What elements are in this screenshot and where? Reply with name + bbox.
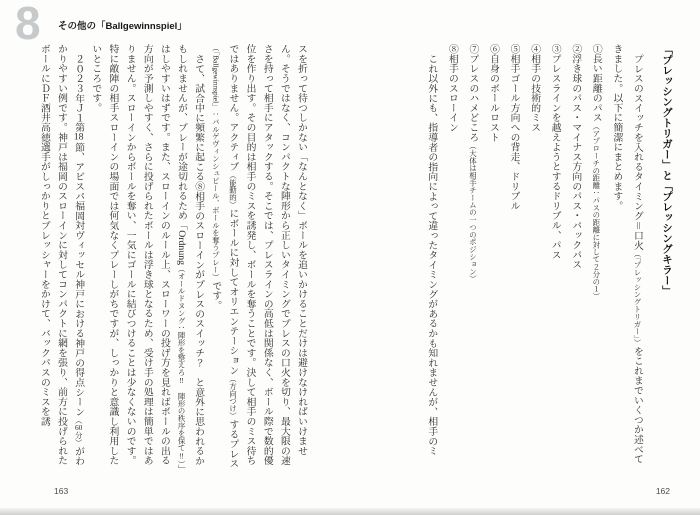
text-segment: がわかりやすい例です。神戸は福岡のスローインに対してコンパクトに網を張り、前方に投げられたボールにＤＦ酒井高徳選手がしっかりとプレッシャーをかけて、バックパスのミスを誘	[38, 44, 85, 466]
text-segment: 60	[74, 423, 83, 432]
list-item-4	[524, 44, 545, 472]
page-left	[32, 44, 310, 472]
body-paragraph-1	[207, 44, 310, 472]
text-segment: 」はしやすいはずです。また、スローインのルール上、スローワーの投げ方を見ればボールの出る方向が予測しやすく、さらに投げられたボールは浮き球となるため、受け手の処理は簡単ではありません。スローインからボールを奪い、一気にゴールに結びつけることは少なくないのです。特に敵陣の相手スローインの場面では何気なくプレーしがちですが、しっかりと意識し利用したいところです。	[90, 44, 188, 470]
list-item-1	[585, 44, 606, 472]
body-paragraph-2	[87, 44, 207, 472]
text-segment: ②浮き球のパス・マイナス方向のパス・バックパス	[570, 44, 582, 270]
page-right	[421, 44, 678, 472]
text-segment: ④相手の技術的ミス	[529, 44, 541, 133]
list-item-3	[544, 44, 565, 472]
text-segment: ⑧相手のスローイン	[446, 44, 458, 133]
text-segment: ①長い距離のパス	[590, 44, 602, 123]
chapter-number: 8	[15, 0, 41, 49]
text-segment: （「プレッシングトリガー」）	[632, 249, 642, 346]
intro-paragraph	[606, 44, 647, 472]
list-item-2	[565, 44, 586, 472]
text-segment: これ以外にも、指導者の指向によって違ったタイミングがあるかも知れませんが、相手のミ	[426, 53, 438, 456]
text-segment: （大体は相手チームの一つのポジション）	[468, 142, 478, 283]
text-segment: さて、試合中に頻繁に起こる⑧相手のスローインがプレスのスイッチ？ と意外に思われるかもしれませんが、プレーが途切れるため「Ordnung	[176, 44, 205, 466]
text-segment: ⑦プレスのハメどころ	[467, 44, 479, 142]
text-segment: ③プレスラインを越えようとするドリブル、パス	[549, 44, 561, 260]
text-segment: ⑤相手ゴール方向への背走、ドリブル	[508, 44, 520, 211]
text-segment: （オールドヌング：陣形を整えろ‼ 陣形の秩序を保て‼）	[177, 265, 187, 465]
list-item-5	[503, 44, 524, 472]
closing-paragraph	[421, 44, 442, 472]
text-segment: プレスのスイッチを入れるタイミング＝口火	[631, 53, 643, 250]
text-segment: をこれまでいくつか述べてきました。以下に簡潔にまとめます。	[611, 44, 643, 464]
list-item-7	[462, 44, 483, 472]
text-segment: 分）	[74, 431, 84, 447]
text-segment: スを折って待つしかない「なんとなく」ボールを追いかけることだけは避けなければいけません。そうではなく、コンパクトな陣形から正しいタイミングでプレスの口火を切り、最大限の速さを持って相手にアタックする。そこでは、プレスラインの高低は関係なく、ボール際で数的優位を作り出す。その目的は相手のミスを誘発し、ボールを奪うことです。決して相手のミス待ちではありません。アクティブ	[227, 44, 307, 466]
section-heading: 「プレッシングトリガー」と「プレッシングキラー」	[661, 44, 673, 296]
text-segment: するプレス	[227, 419, 239, 469]
list-item-6	[482, 44, 503, 472]
body-paragraph-3	[36, 44, 87, 472]
text-segment: ２０２３年Ｊ１第	[73, 53, 85, 133]
text-segment: （能動的）	[228, 171, 238, 209]
page-bottom-edge	[0, 508, 700, 515]
text-segment: 節、アビスパ福岡対ヴィッセル神戸における神戸の得点シーン	[73, 142, 85, 417]
text-segment: （「Ballgewinnspiel」：バルゲヴィンシュピール、ボールを奪うプレー）	[211, 44, 221, 281]
page-number-left: 163	[54, 486, 69, 496]
list-item-8	[441, 44, 462, 472]
text-segment: ⑥自身のボールロスト	[488, 44, 500, 142]
text-segment: です。	[210, 280, 222, 311]
page-number-right: 162	[655, 486, 670, 496]
pressing-trigger-list	[441, 44, 606, 472]
chapter-title: その他の「Ballgewinnspiel」	[58, 21, 187, 32]
text-segment: （アプローチの距離：パスの距離に対して２分の１）	[591, 122, 601, 301]
text-segment: 18	[73, 132, 84, 142]
text-segment: （	[74, 416, 84, 424]
text-segment: にボールに対してオリエンテーション	[227, 208, 239, 376]
text-segment: （方向づけ）	[228, 375, 238, 420]
